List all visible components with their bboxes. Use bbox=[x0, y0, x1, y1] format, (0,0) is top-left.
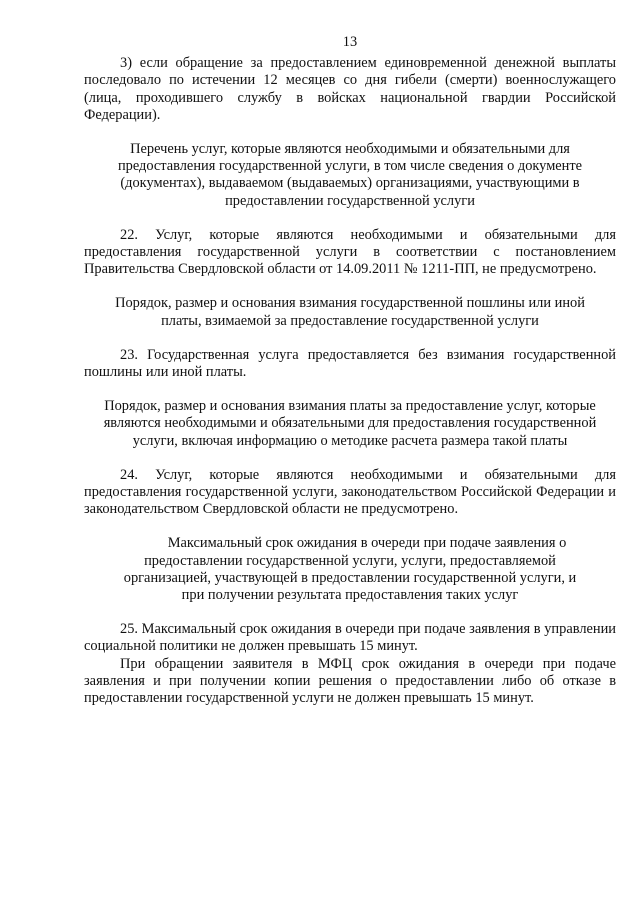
paragraph-item-3: 3) если обращение за предоставлением единовременной денежной выплаты последовало по истечении 12 месяцев со дня гибели (смерти) военнослужащего (лица, проходившего службу в войсках национальной гвардии Российской Федерации). bbox=[84, 55, 616, 123]
section-heading-state-fee: Порядок, размер и основания взимания государственной пошлины или иной платы, взимаемой за предоставление государственной услуги bbox=[115, 295, 585, 329]
paragraph-item-25: 25. Максимальный срок ожидания в очереди при подаче заявления в управлении социальной политики не должен превышать 15 минут. bbox=[84, 621, 616, 655]
section-heading-required-services: Перечень услуг, которые являются необходимыми и обязательными для предоставления государственной услуги, в том числе сведения о документе (документах), выдаваемом (выдаваемых) организациями, участвующими в предоставлении государственной услуги bbox=[117, 141, 583, 209]
paragraph-item-23: 23. Государственная услуга предоставляется без взимания государственной пошлины или иной платы. bbox=[84, 346, 616, 381]
paragraph-item-22: 22. Услуг, которые являются необходимыми и обязательными для предоставления государственной услуги в соответствии с постановлением Правительства Свердловской области от 14.09.2011 № 1211-ПП, не предусмотрено. bbox=[84, 226, 616, 278]
page-number: 13 bbox=[342, 34, 358, 50]
section-heading-queue-time: Максимальный срок ожидания в очереди при подаче заявления о предоставлении государственной услуги, услуги, предоставляемой организацией, участвующей в предоставлении государственной услуги, и при получении результата предоставления таких услуг bbox=[123, 535, 577, 604]
document-page bbox=[84, 34, 616, 707]
section-heading-service-fee: Порядок, размер и основания взимания платы за предоставление услуг, которые являются необходимыми и обязательными для предоставления государственной услуги, включая информацию о методике расчета размера такой платы bbox=[103, 398, 597, 449]
paragraph-item-24: 24. Услуг, которые являются необходимыми и обязательными для предоставления государственной услуги, законодательством Российской Федерации и законодательством Свердловской области не предусмотрено. bbox=[84, 466, 616, 518]
paragraph-item-25-mfc: При обращении заявителя в МФЦ срок ожидания в очереди при подаче заявления и при получении копии решения о предоставлении либо об отказе в предоставлении государственной услуги не должен превышать 15 минут. bbox=[84, 655, 616, 707]
